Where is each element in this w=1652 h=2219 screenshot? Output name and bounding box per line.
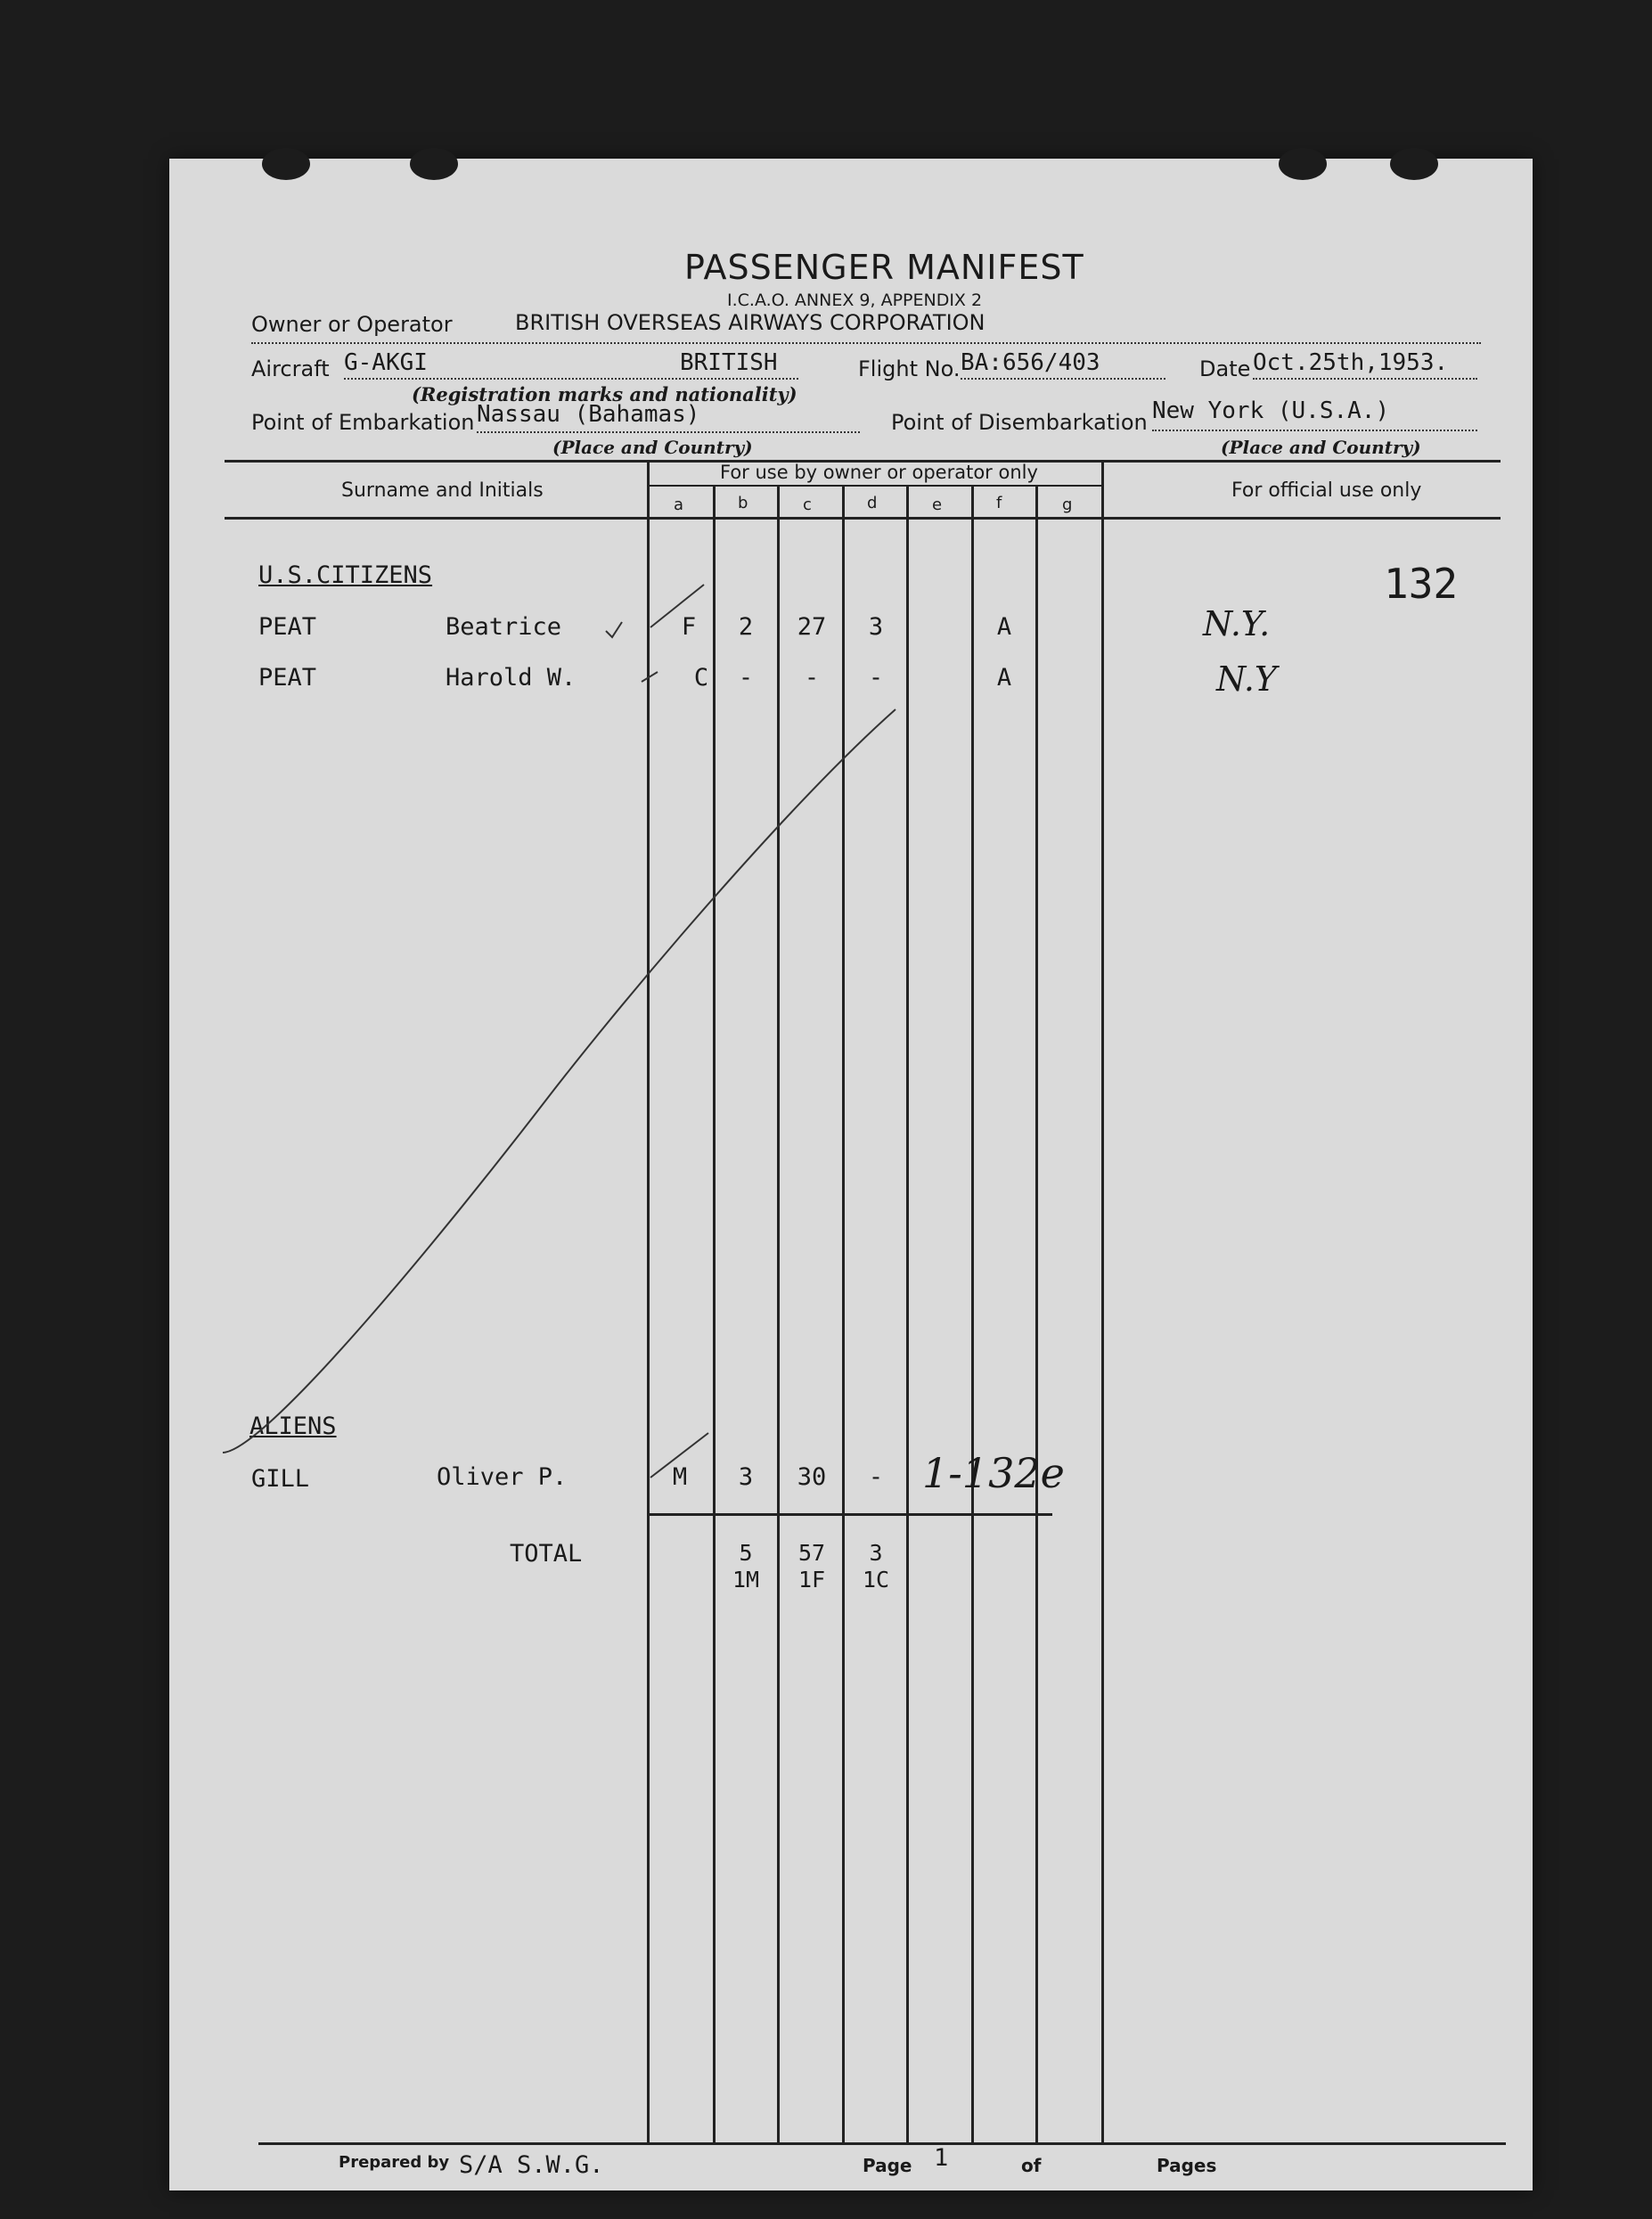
row1-c: 27 <box>797 613 827 641</box>
check-mark <box>642 672 658 682</box>
section-us-citizens: U.S.CITIZENS <box>258 561 433 589</box>
place-country-left: (Place and Country) <box>552 437 753 458</box>
total-d2: 1C <box>862 1567 890 1593</box>
prepared-label: Prepared by <box>339 2153 450 2172</box>
flight-value: BA:656/403 <box>961 349 1100 376</box>
row2-given: Harold W. <box>446 664 577 692</box>
check-mark <box>650 1433 708 1478</box>
official-header: For official use only <box>1231 479 1422 502</box>
flight-label: Flight No. <box>858 356 961 381</box>
operator-header: For use by owner or operator only <box>720 462 1038 483</box>
pencil-marks <box>169 159 1533 2190</box>
row3-c: 30 <box>797 1463 827 1491</box>
row2-f: A <box>996 664 1012 692</box>
row3-d: - <box>868 1463 884 1491</box>
page-subtitle: I.C.A.O. ANNEX 9, APPENDIX 2 <box>727 291 983 310</box>
check-mark <box>650 585 704 627</box>
col-e: e <box>932 495 943 514</box>
row2-a: C <box>693 664 709 692</box>
page-title: PASSENGER MANIFEST <box>684 248 1084 287</box>
total-c: 57 <box>797 1540 826 1566</box>
total-c2: 1F <box>797 1567 826 1593</box>
prepared-value: S/A S.W.G. <box>459 2151 604 2179</box>
of-label: of <box>1021 2155 1042 2176</box>
owner-label: Owner or Operator <box>251 312 453 337</box>
row2-c: - <box>804 664 820 692</box>
aircraft-value: G-AKGI <box>344 349 428 376</box>
row3-surname: GILL <box>251 1465 310 1493</box>
date-label: Date <box>1199 356 1251 381</box>
row1-surname: PEAT <box>258 613 317 641</box>
row1-d: 3 <box>868 613 884 641</box>
place-country-right: (Place and Country) <box>1221 437 1421 458</box>
row2-d: - <box>868 664 884 692</box>
surname-header: Surname and Initials <box>341 479 544 502</box>
row3-code: 1-132e <box>922 1449 1065 1497</box>
disembark-value: New York (U.S.A.) <box>1152 397 1390 424</box>
col-f: f <box>996 494 1002 512</box>
row3-given: Oliver P. <box>437 1463 568 1491</box>
embark-value: Nassau (Bahamas) <box>477 401 700 428</box>
row1-a: F <box>681 613 697 641</box>
check-mark <box>606 622 622 637</box>
disembark-label: Point of Disembarkation <box>891 410 1148 435</box>
page-label: Page <box>863 2155 912 2176</box>
col-b: b <box>738 494 748 512</box>
row2-surname: PEAT <box>258 664 317 692</box>
date-value: Oct.25th,1953. <box>1253 349 1449 376</box>
row3-b: 3 <box>738 1463 754 1491</box>
total-label: TOTAL <box>510 1540 583 1568</box>
col-c: c <box>803 495 812 514</box>
pages-label: Pages <box>1157 2155 1217 2176</box>
row3-a: M <box>672 1463 688 1491</box>
row1-given: Beatrice <box>446 613 562 641</box>
nationality-value: BRITISH <box>680 349 778 376</box>
embark-label: Point of Embarkation <box>251 410 475 435</box>
page-number: 132 <box>1384 560 1459 608</box>
row1-official: N.Y. <box>1203 604 1271 643</box>
row1-b: 2 <box>738 613 754 641</box>
manifest-sheet <box>169 159 1533 2190</box>
col-d: d <box>867 494 878 512</box>
total-d: 3 <box>869 1540 883 1566</box>
row2-b: - <box>738 664 754 692</box>
row1-f: A <box>996 613 1012 641</box>
page-value: 1 <box>934 2144 949 2172</box>
section-aliens: ALIENS <box>249 1412 337 1440</box>
registration-note: (Registration marks and nationality) <box>412 383 797 405</box>
col-a: a <box>674 495 684 514</box>
total-b2: 1M <box>732 1567 760 1593</box>
total-b: 5 <box>739 1540 753 1566</box>
diagonal-strike-line <box>223 709 896 1453</box>
col-g: g <box>1062 495 1073 514</box>
aircraft-label: Aircraft <box>251 356 330 381</box>
owner-value: BRITISH OVERSEAS AIRWAYS CORPORATION <box>515 310 985 335</box>
row2-official: N.Y <box>1216 659 1277 699</box>
